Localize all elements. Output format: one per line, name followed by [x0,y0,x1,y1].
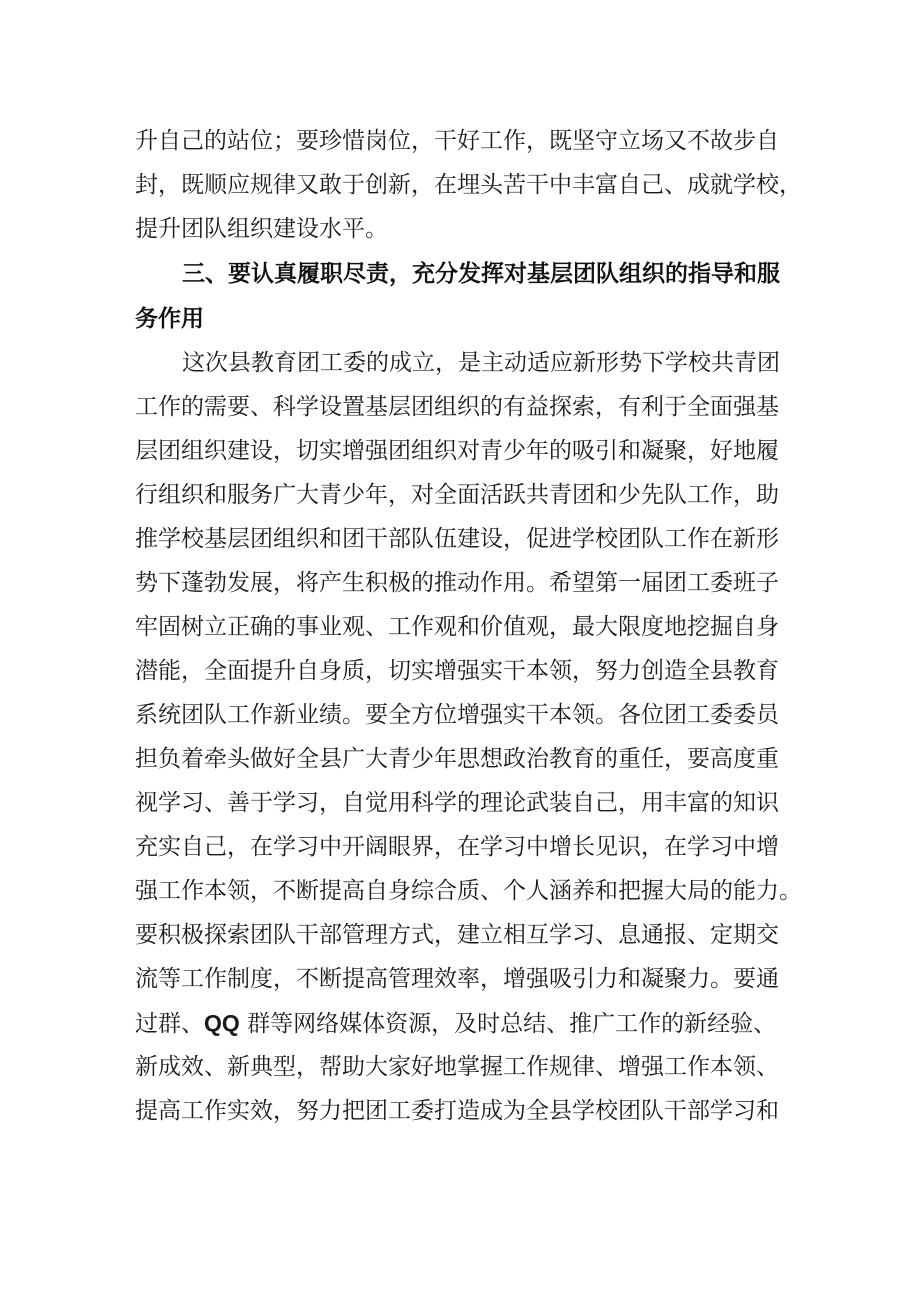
text-line: 提升团队组织建设水平。 [135,216,388,242]
text-line: 要积极探索团队干部管理方式，建立相互学习、息通报、定期交 [135,922,779,948]
text-line: 视学习、善于学习，自觉用科学的理论武装自己，用丰富的知识 [135,790,779,816]
text-segment: 群等网络媒体资源，及时总结、推广工作的新经验、 [239,1011,777,1037]
text-line: 充实自己，在学习中开阔眼界，在学习中增长见识，在学习中增 [135,834,779,860]
text-line: 牢固树立正确的事业观、工作观和价值观，最大限度地挖掘自身 [135,614,779,640]
text-line: 流等工作制度，不断提高管理效率，增强吸引力和凝聚力。要通 [135,966,779,992]
text-line: 提高工作实效，努力把团工委打造成为全县学校团队干部学习和 [135,1098,779,1124]
section-heading: 三、要认真履职尽责，充分发挥对基层团队组织的指导和服 [182,261,780,287]
text-segment: 过群、 [135,1011,204,1037]
section-heading-continuation: 务作用 [135,306,204,332]
text-line: 升自己的站位；要珍惜岗位，干好工作，既坚守立场又不故步自 [135,128,779,154]
paragraph-first-line: 这次县教育团工委的成立，是主动适应新形势下学校共青团 [182,350,780,376]
text-line: 系统团队工作新业绩。要全方位增强实干本领。各位团工委委员 [135,702,779,728]
text-line: 行组织和服务广大青少年，对全面活跃共青团和少先队工作，助 [135,482,779,508]
text-line: 推学校基层团组织和团干部队伍建设，促进学校团队工作在新形 [135,526,779,552]
text-line: 封，既顺应规律又敢于创新，在埋头苦干中丰富自己、成就学校， [135,172,802,198]
text-line: 新成效、新典型，帮助大家好地掌握工作规律、增强工作本领、 [135,1054,779,1080]
text-line: 工作的需要、科学设置基层团组织的有益探索，有利于全面强基 [135,394,779,420]
text-line: 担负着牵头做好全县广大青少年思想政治教育的重任，要高度重 [135,746,779,772]
text-line: 势下蓬勃发展，将产生积极的推动作用。希望第一届团工委班子 [135,570,779,596]
text-line-qq [135,1008,776,1039]
qq-text: QQ [204,1010,240,1036]
text-line: 潜能，全面提升自身质，切实增强实干本领，努力创造全县教育 [135,658,779,684]
text-line: 层团组织建设，切实增强团组织对青少年的吸引和凝聚，好地履 [135,438,779,464]
text-line: 强工作本领，不断提高自身综合质、个人涵养和把握大局的能力。 [135,878,802,904]
